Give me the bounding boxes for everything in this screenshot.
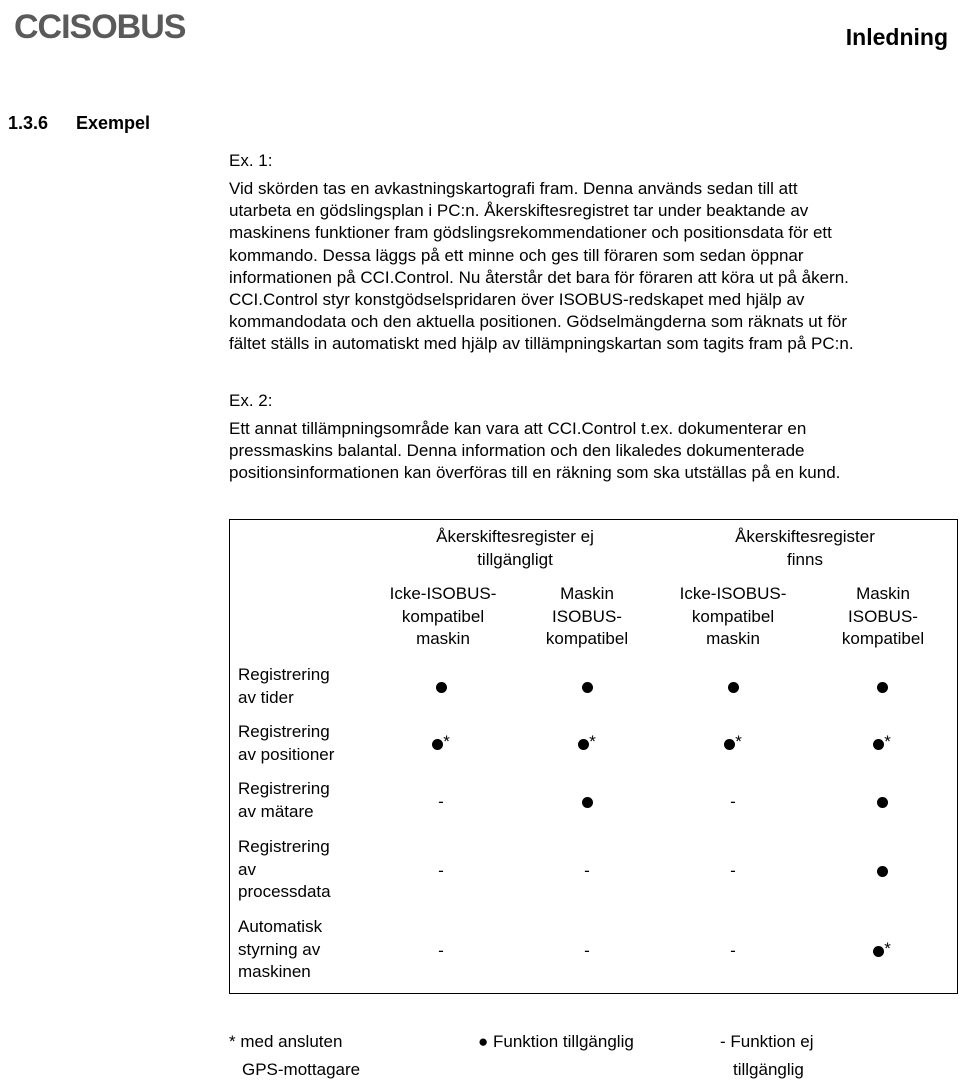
legend-asterisk: * med ansluten GPS-mottagare (229, 1032, 361, 1079)
dot-mark (703, 677, 763, 697)
text-line: informationen på CCI.Control. Nu återstår det bara för föraren att köra ut på åkern. (229, 267, 849, 287)
legend-dash: - Funktion ej tillgänglig (720, 1032, 814, 1079)
dot-mark (557, 677, 617, 697)
text-line: Ett annat tillämpningsområde kan vara att CCI.Control t.ex. dokumenterar en (229, 419, 807, 438)
text-line: positionsinformationen kan överföras till en räkning som ska utställas på en kund. (229, 463, 841, 483)
table-border-left (229, 519, 230, 994)
dash-mark: - (730, 792, 736, 811)
table-border-bottom (229, 993, 958, 994)
dot-icon (873, 946, 884, 957)
column-header: Icke-ISOBUS- kompatibel maskin (679, 584, 787, 648)
section-heading (8, 113, 150, 134)
svg-text:CCISOBUS: CCISOBUS (14, 8, 186, 46)
column-header: Maskin ISOBUS- kompatibel (545, 584, 629, 648)
asterisk: * (589, 732, 596, 751)
example-1-body (229, 178, 854, 356)
dash-mark: - (438, 941, 444, 960)
dot-icon (578, 739, 589, 750)
row-label: Registrering av positioner (238, 722, 335, 764)
dot-mark (852, 792, 912, 812)
dot-mark (852, 861, 912, 881)
column-header: Icke-ISOBUS- kompatibel maskin (389, 584, 497, 648)
column-header: Maskin ISOBUS- kompatibel (841, 584, 925, 648)
row-label: Automatisk styrning av maskinen (238, 917, 323, 981)
dot-icon (724, 739, 735, 750)
dot-star-mark (557, 734, 617, 754)
dot-icon (582, 682, 593, 693)
section-title: Exempel (76, 113, 151, 133)
dash-mark: - (584, 941, 590, 960)
asterisk: * (735, 732, 742, 751)
dash-mark: - (730, 861, 736, 880)
dot-icon (877, 797, 888, 808)
text-line: fältet ställs in automatiskt med hjälp av tillämpningskartan som tagits fram på PC:n. (229, 334, 854, 354)
dot-star-mark (703, 734, 763, 754)
dot-star-mark (852, 734, 912, 754)
dash-mark: - (730, 941, 736, 960)
dash-mark: - (438, 861, 444, 880)
example-2-label: Ex. 2: (229, 391, 273, 410)
ccisobus-logo (14, 6, 214, 46)
dot-icon (877, 682, 888, 693)
dot-icon (582, 797, 593, 808)
asterisk: * (443, 732, 450, 751)
dash-mark: - (438, 792, 444, 811)
text-line: Vid skörden tas en avkastningskartografi fram. Denna används sedan till att (229, 179, 798, 198)
dot-icon (432, 739, 443, 750)
row-label: Registrering av tider (238, 665, 330, 707)
dot-icon (436, 682, 447, 693)
table-border-top (229, 519, 958, 520)
dot-star-mark (411, 734, 471, 754)
text-line: kommandodata och den aktuella positionen. Gödselmängderna som räknats ut för (229, 312, 848, 332)
dot-icon (873, 739, 884, 750)
group-header-register: Åkerskiftesregister finns (735, 527, 875, 569)
dash-mark: - (584, 861, 590, 880)
example-1-label: Ex. 1: (229, 151, 273, 170)
text-line: kommando. Dessa läggs på ett minne och ges till föraren som sedan öppnar (229, 245, 804, 265)
dot-mark (557, 792, 617, 812)
asterisk: * (884, 939, 891, 958)
dot-star-mark (852, 941, 912, 961)
chapter-title: Inledning (845, 24, 948, 50)
text-line: CCI.Control styr konstgödselspridaren över ISOBUS-redskapet med hjälp av (229, 290, 805, 310)
legend-dot: ● Funktion tillgänglig (478, 1032, 634, 1051)
dot-icon (728, 682, 739, 693)
dot-icon (877, 866, 888, 877)
group-header-no-register: Åkerskiftesregister ej tillgängligt (436, 527, 594, 569)
text-line: utarbeta en gödslingsplan i PC:n. Åkerskiftesregistret tar under beaktande av (229, 201, 809, 221)
dot-mark (852, 677, 912, 697)
asterisk: * (884, 732, 891, 751)
row-label: Registrering av mätare (238, 779, 330, 821)
section-number: 1.3.6 (8, 113, 49, 133)
text-line: pressmaskins balantal. Denna information och den likaledes dokumenterade (229, 441, 805, 461)
row-label: Registrering av processdata (238, 837, 331, 901)
text-line: maskinens funktioner fram gödslingsrekommendationer och positionsdata för ett (229, 223, 832, 243)
example-2-body (229, 418, 840, 485)
dot-mark (411, 677, 471, 697)
